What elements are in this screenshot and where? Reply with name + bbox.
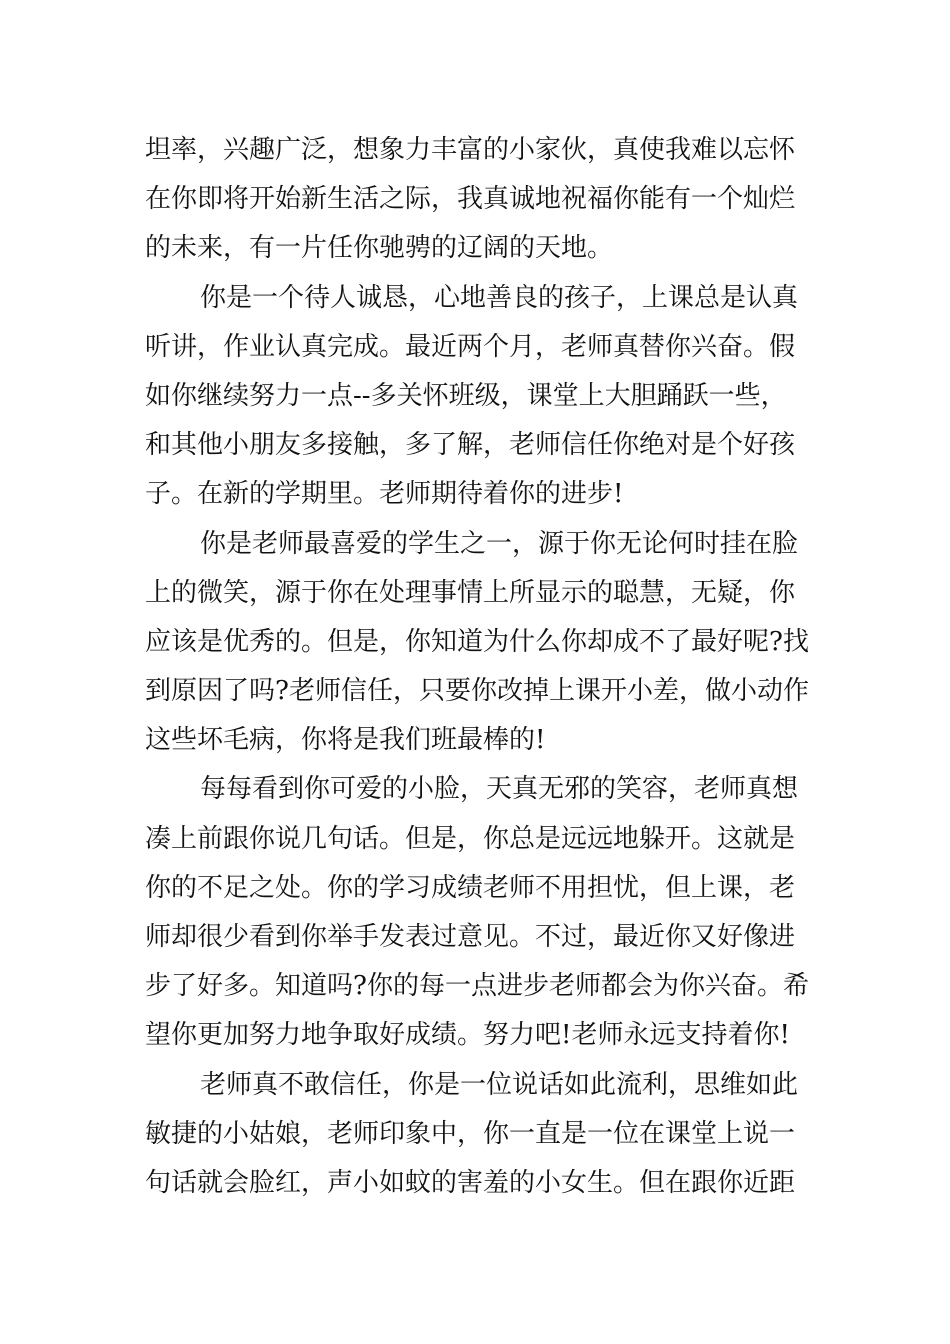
text-line: 到原因了吗?老师信任，只要你改掉上课开小差，做小动作 (145, 676, 809, 707)
text-line: 上的微笑，源于你在处理事情上所显示的聪慧，无疑，你 (145, 577, 796, 608)
text-line: 的未来，有一片任你驰骋的辽阔的天地。 (145, 233, 614, 264)
text-line: 你的不足之处。你的学习成绩老师不用担忧，但上课，老 (145, 872, 796, 903)
text-line: 和其他小朋友多接触，多了解，老师信任你绝对是个好孩 (145, 430, 796, 461)
text-line: 子。在新的学期里。老师期待着你的进步! (145, 479, 624, 510)
text-line: 在你即将开始新生活之际，我真诚地祝福你能有一个灿烂 (145, 184, 796, 215)
text-line: 句话就会脸红，声小如蚊的害羞的小女生。但在跟你近距 (145, 1167, 796, 1198)
text-line: 听讲，作业认真完成。最近两个月，老师真替你兴奋。假 (145, 331, 796, 362)
text-line: 如你继续努力一点--多关怀班级，课堂上大胆踊跃一些， (145, 380, 787, 411)
paragraph-first-line: 老师真不敢信任，你是一位说话如此流利，思维如此 (200, 1069, 799, 1100)
paragraph-first-line: 你是老师最喜爱的学生之一，源于你无论何时挂在脸 (200, 528, 799, 559)
text-line: 应该是优秀的。但是，你知道为什么你却成不了最好呢?找 (145, 626, 809, 657)
text-line: 坦率，兴趣广泛，想象力丰富的小家伙，真使我难以忘怀 (145, 135, 796, 165)
text-line: 敏捷的小姑娘，老师印象中，你一直是一位在课堂上说一 (145, 1118, 796, 1149)
text-line: 步了好多。知道吗?你的每一点进步老师都会为你兴奋。希 (145, 971, 809, 1002)
paragraph-first-line: 每每看到你可爱的小脸，天真无邪的笑容，老师真想 (200, 774, 799, 805)
paragraph-first-line: 你是一个待人诚恳，心地善良的孩子，上课总是认真 (200, 282, 799, 313)
text-line: 望你更加努力地争取好成绩。努力吧!老师永远支持着你! (145, 1020, 790, 1051)
text-line: 师却很少看到你举手发表过意见。不过，最近你又好像进 (145, 922, 796, 952)
text-line: 这些坏毛病，你将是我们班最棒的! (145, 725, 546, 756)
text-line: 凑上前跟你说几句话。但是，你总是远远地躲开。这就是 (145, 823, 796, 854)
body-text (145, 126, 815, 1208)
